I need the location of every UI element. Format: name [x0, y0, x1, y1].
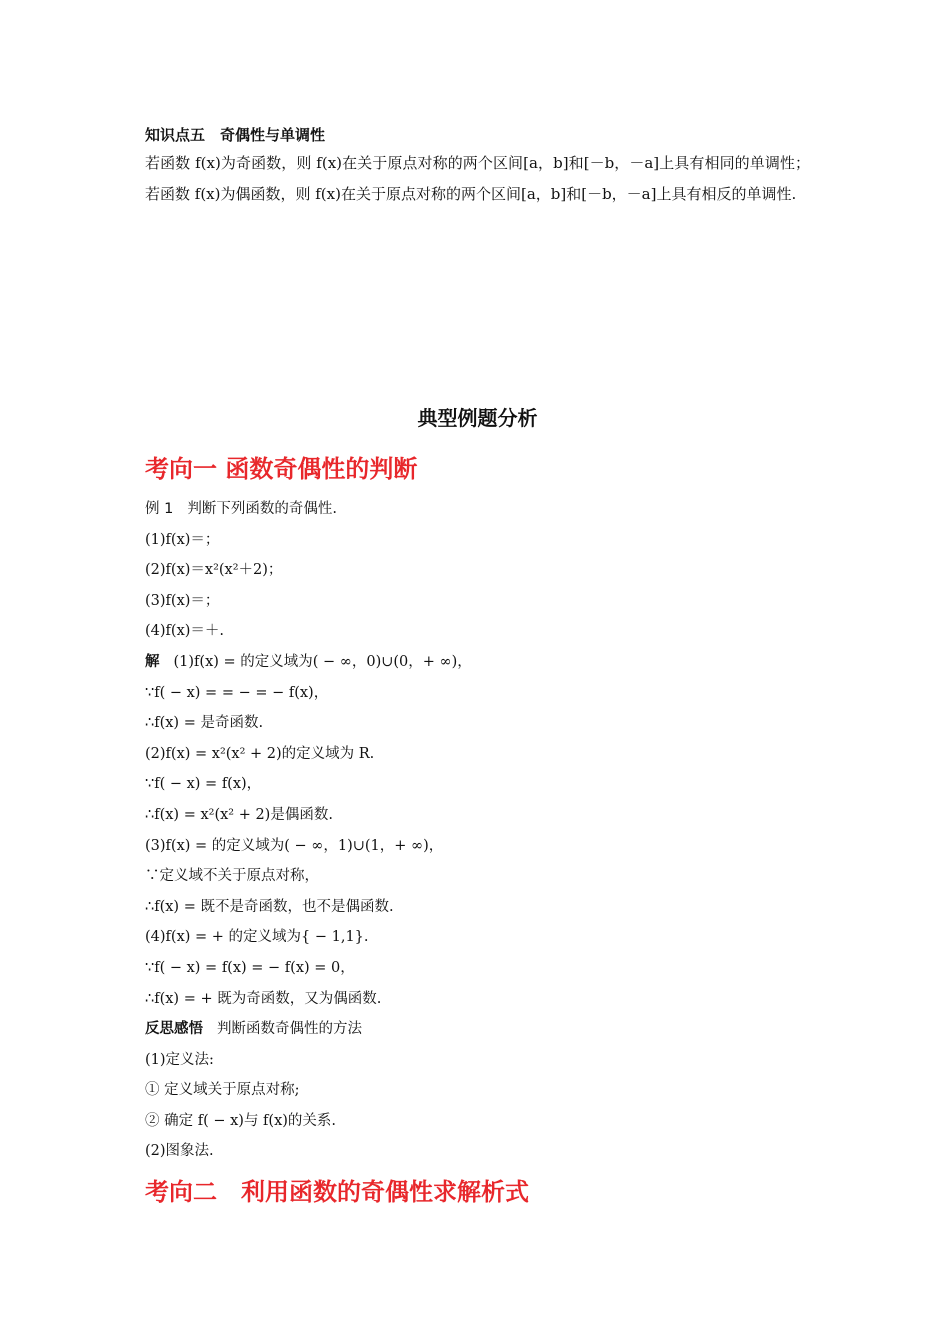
topic-two-title: 考向二 利用函数的奇偶性求解析式: [145, 1178, 529, 1206]
method-line: (1)定义法:: [145, 1051, 214, 1068]
example-label: 例 1: [145, 501, 174, 517]
example-part: (3)f(x)＝；: [145, 592, 220, 609]
topic-one-title: 考向一 函数奇偶性的判断: [145, 455, 418, 483]
example-part: (1)f(x)＝；: [145, 531, 220, 548]
solution-line: (3)f(x) = 的定义域为( − ∞，1)∪(1，+ ∞)，: [145, 837, 444, 854]
solution-line: (4)f(x) = + 的定义域为{ − 1,1}.: [145, 929, 369, 946]
solution-line: ∴f(x) = 是奇函数.: [145, 715, 264, 732]
solution-label: 解: [145, 653, 160, 670]
section-title: 典型例题分析: [417, 406, 538, 430]
method-line: (2)图象法.: [145, 1143, 214, 1160]
solution-line: ∴f(x) = x²(x² + 2)是偶函数.: [145, 806, 333, 823]
reflection-label: 反思感悟: [145, 1021, 203, 1038]
document-page: [145, 122, 810, 1206]
example-part: (4)f(x)＝＋.: [145, 623, 225, 640]
example-text: 判断下列函数的奇偶性.: [187, 501, 337, 517]
example-part: (2)f(x)＝x²(x²＋2)；: [145, 562, 283, 579]
solution-line: ∵f( − x) = f(x)，: [145, 776, 262, 793]
method-line: ① 定义域关于原点对称;: [145, 1082, 300, 1099]
solution-line: ∵定义域不关于原点对称，: [145, 868, 319, 885]
knowledge-point-heading: 知识点五 奇偶性与单调性: [145, 126, 326, 144]
solution-line: ∵f( − x) = f(x) = − f(x) = 0，: [145, 959, 355, 976]
solution-line: ∴f(x) = + 既为奇函数，又为偶函数.: [145, 990, 382, 1007]
reflection-text: 判断函数奇偶性的方法: [217, 1021, 362, 1038]
example-statement: [145, 494, 810, 525]
solution-line: ∴f(x) = 既不是奇函数，也不是偶函数.: [145, 898, 394, 915]
reflection-line: [145, 1014, 810, 1045]
example-block: [145, 494, 810, 1167]
solution-line: [145, 647, 810, 678]
solution-text: (1)f(x) = 的定义域为( − ∞，0)∪(0，+ ∞)，: [173, 653, 472, 670]
knowledge-point-body: 若函数 f(x)为奇函数，则 f(x)在关于原点对称的两个区间[a，b]和[－b，－a]上具有相同的单调性；若函数 f(x)为偶函数，则 f(x)在关于原点对称的两个区间[a，b]和[－b，－a]上具有相反的单调性.: [145, 154, 810, 203]
method-line: ② 确定 f( − x)与 f(x)的关系.: [145, 1112, 337, 1129]
solution-line: ∵f( − x) = = − = − f(x)，: [145, 684, 329, 701]
solution-line: (2)f(x) = x²(x² + 2)的定义域为 R.: [145, 745, 375, 762]
